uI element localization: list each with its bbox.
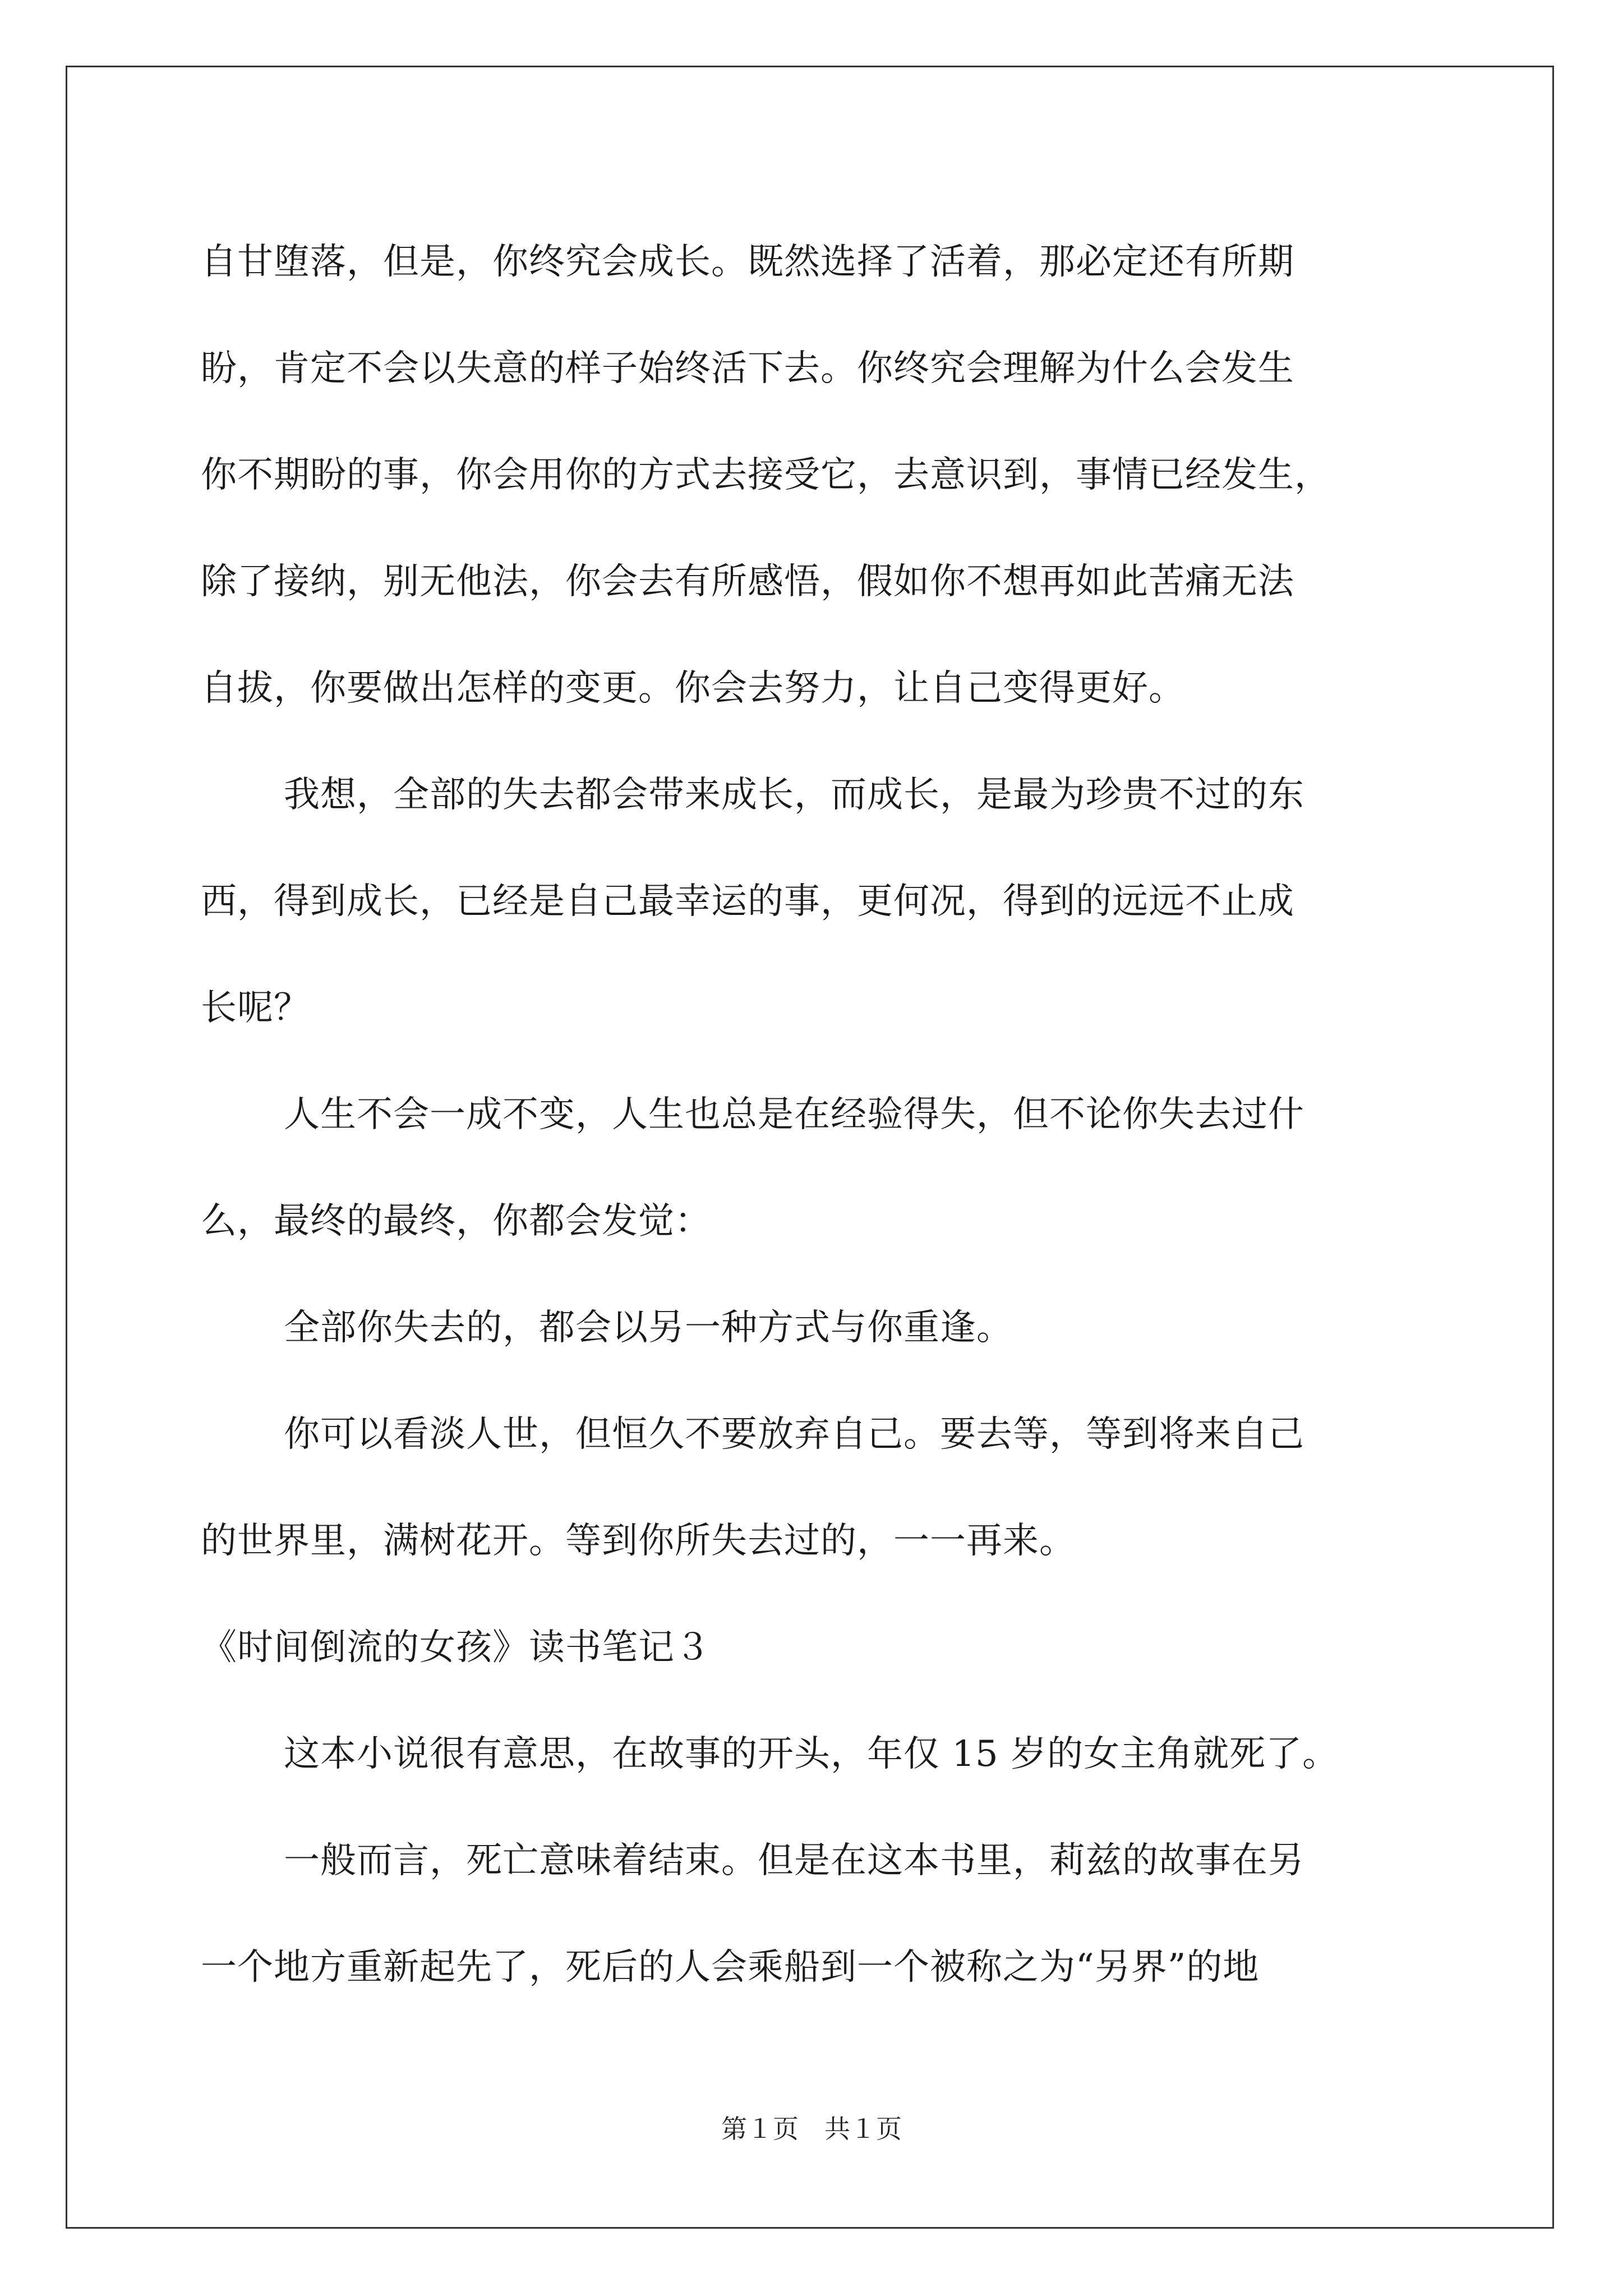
paragraph-start: 人生不会一成不变，人生也总是在经验得失，但不论你失去过什 — [284, 1094, 1304, 1135]
text-line: 自拔，你要做出怎样的变更。你会去努力，让自己变得更好。 — [201, 668, 1185, 709]
text-line: 西，得到成长，已经是自己最幸运的事，更何况，得到的远远不止成 — [201, 881, 1294, 922]
paragraph-start: 这本小说很有意思，在故事的开头，年仅 15 岁的女主角就死了。 — [284, 1733, 1339, 1775]
section-heading: 《时间倒流的女孩》读书笔记３ — [201, 1627, 711, 1668]
text-line: 长呢？ — [201, 987, 310, 1029]
paragraph-start: 我想，全部的失去都会带来成长，而成长，是最为珍贵不过的东 — [284, 774, 1304, 816]
paragraph-start: 你可以看淡人世，但恒久不要放弃自己。要去等，等到将来自己 — [284, 1414, 1304, 1455]
page-footer: 第１页 共１页 — [721, 2114, 902, 2144]
paragraph-start: 一般而言，死亡意味着结束。但是在这本书里，莉兹的故事在另 — [284, 1840, 1304, 1881]
text-line: 么，最终的最终，你都会发觉： — [201, 1200, 711, 1242]
text-line: 自甘堕落，但是，你终究会成长。既然选择了活着，那必定还有所期 — [201, 241, 1294, 283]
text-line: 盼，肯定不会以失意的样子始终活下去。你终究会理解为什么会发生 — [201, 348, 1294, 389]
text-line: 的世界里，满树花开。等到你所失去过的，一一再来。 — [201, 1520, 1076, 1562]
text-line: 你不期盼的事，你会用你的方式去接受它，去意识到，事情已经发生， — [201, 454, 1331, 496]
text-line: 除了接纳，别无他法，你会去有所感悟，假如你不想再如此苦痛无法 — [201, 561, 1294, 602]
text-line: 一个地方重新起先了，死后的人会乘船到一个被称之为“另界”的地 — [201, 1947, 1260, 1988]
document-body — [201, 209, 1468, 2021]
paragraph-start: 全部你失去的，都会以另一种方式与你重逢。 — [284, 1307, 1013, 1349]
